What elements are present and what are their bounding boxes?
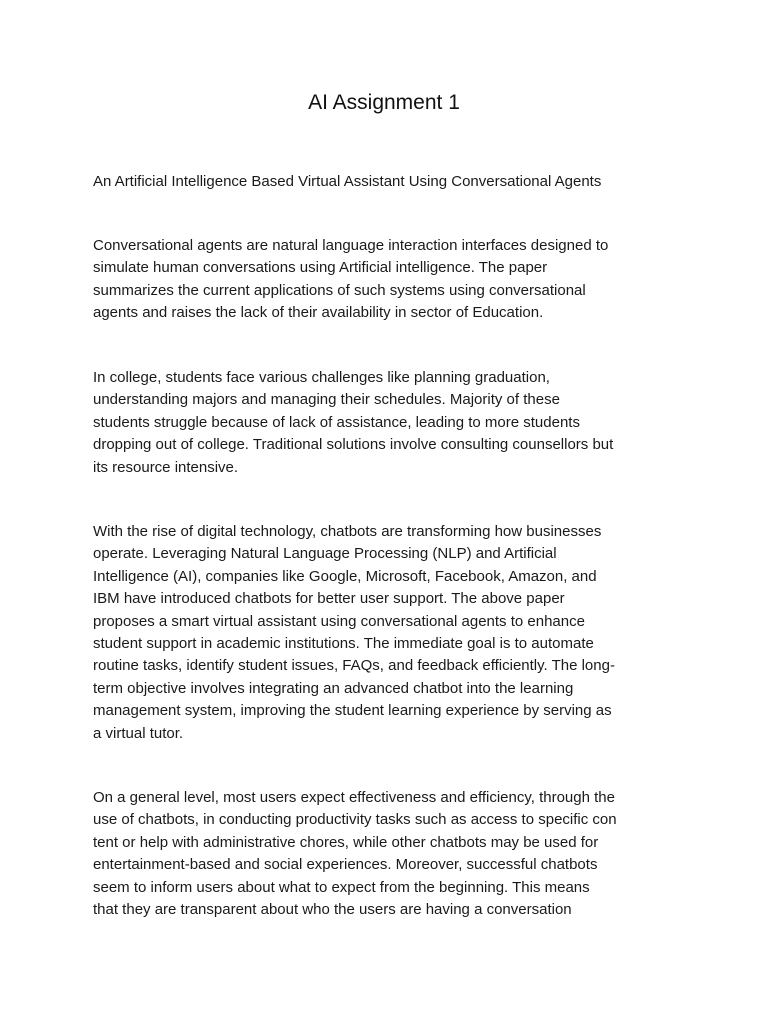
paragraph-4 bbox=[93, 787, 683, 921]
paragraph-line: tent or help with administrative chores, while other chatbots may be used for bbox=[93, 833, 599, 851]
paragraph-line: routine tasks, identify student issues, FAQs, and feedback efficiently. The long- bbox=[93, 657, 615, 675]
paragraph-line: summarizes the current applications of such systems using conversational bbox=[93, 281, 586, 299]
paragraph-line: understanding majors and managing their schedules. Majority of these bbox=[93, 391, 560, 409]
paragraph-line: simulate human conversations using Artificial intelligence. The paper bbox=[93, 259, 548, 277]
paragraph-line: student support in academic institutions. The immediate goal is to automate bbox=[93, 635, 594, 653]
paragraph-line: operate. Leveraging Natural Language Processing (NLP) and Artificial bbox=[93, 545, 557, 563]
paragraph-line: On a general level, most users expect effectiveness and efficiency, through the bbox=[93, 789, 615, 806]
paragraph-line: management system, improving the student learning experience by serving as bbox=[93, 702, 612, 720]
paragraph-line: that they are transparent about who the users are having a conversation bbox=[93, 901, 572, 919]
paragraph-3 bbox=[93, 521, 683, 745]
paragraph-1 bbox=[93, 235, 683, 325]
paragraph-line: agents and raises the lack of their availability in sector of Education. bbox=[93, 304, 544, 322]
paragraph-line: Conversational agents are natural language interaction interfaces designed to bbox=[93, 237, 609, 254]
document-subtitle: An Artificial Intelligence Based Virtual Assistant Using Conversational Agents bbox=[93, 173, 602, 190]
paragraph-line: a virtual tutor. bbox=[93, 724, 184, 742]
paragraph-line: dropping out of college. Traditional solutions involve consulting counsellors but bbox=[93, 436, 614, 454]
paragraph-line: students struggle because of lack of assistance, leading to more students bbox=[93, 413, 580, 431]
paragraph-line: With the rise of digital technology, chatbots are transforming how businesses bbox=[93, 523, 602, 540]
paragraph-line: Intelligence (AI), companies like Google, Microsoft, Facebook, Amazon, and bbox=[93, 567, 597, 585]
paragraph-line: proposes a smart virtual assistant using conversational agents to enhance bbox=[93, 612, 585, 630]
paragraph-line: IBM have introduced chatbots for better user support. The above paper bbox=[93, 590, 565, 608]
paragraph-2 bbox=[93, 367, 683, 479]
page-title: AI Assignment 1 bbox=[308, 91, 460, 114]
paragraph-line: entertainment-based and social experiences. Moreover, successful chatbots bbox=[93, 856, 598, 874]
paragraph-line: term objective involves integrating an advanced chatbot into the learning bbox=[93, 679, 574, 697]
paragraph-line: use of chatbots, in conducting productivity tasks such as access to specific con bbox=[93, 811, 617, 829]
paragraph-line: In college, students face various challenges like planning graduation, bbox=[93, 369, 550, 386]
paragraph-line: seem to inform users about what to expect from the beginning. This means bbox=[93, 878, 590, 896]
paragraph-line: its resource intensive. bbox=[93, 458, 239, 476]
